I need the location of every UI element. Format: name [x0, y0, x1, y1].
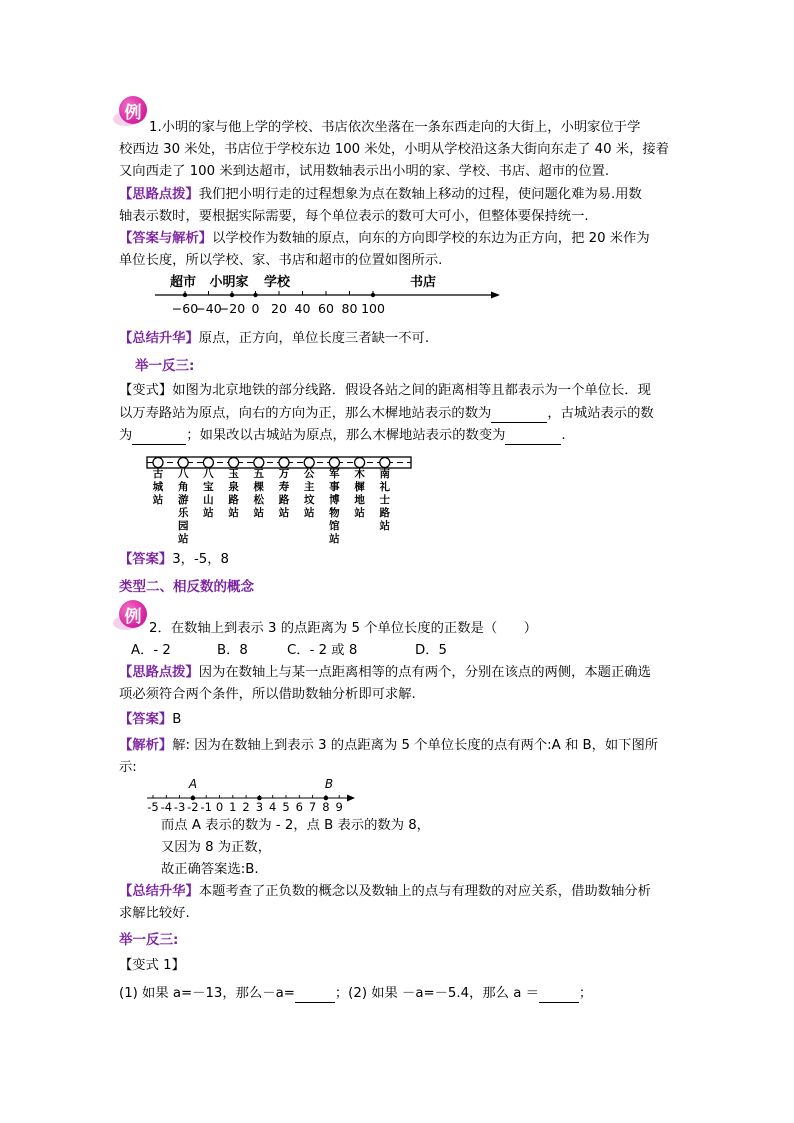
- example1-problem-line-3: 又向西走了 100 米到达超市，试用数轴表示出小明的家、学校、书店、超市的位置.: [119, 164, 610, 179]
- axis-point: [253, 293, 257, 297]
- option-d[interactable]: D．5: [415, 643, 447, 658]
- station-name: 八角游乐园站: [177, 468, 189, 545]
- station-name: 军事博物馆站: [329, 468, 340, 545]
- axis-tick-label: −20: [218, 301, 246, 316]
- axis-label-school: 学校: [263, 275, 291, 290]
- example2-after-line-3: 故正确答案选:B.: [161, 862, 259, 877]
- example1-problem-line-2: 校西边 30 米处，书店位于学校东边 100 米处，小明从学校沿这条大街向东走了 40 米，接着: [119, 142, 669, 157]
- station-names: [145, 468, 415, 548]
- axis-tick-label: 80: [341, 301, 358, 316]
- example-badge-icon: 例: [119, 600, 147, 628]
- station-marker: [329, 458, 339, 468]
- axis-tick-label: 7: [308, 800, 317, 814]
- option-a[interactable]: A．- 2: [131, 643, 171, 658]
- example2-after-line-1: 而点 A 表示的数为 - 2，点 B 表示的数为 8，: [161, 818, 430, 833]
- axis-tick-label: -5: [147, 800, 159, 814]
- example-badge-icon: 例: [119, 96, 147, 124]
- answer-blank-2[interactable]: [132, 431, 186, 445]
- practice1-line-1: 【变式】如图为北京地铁的部分线路．假设各站之间的距离相等且都表示为一个单位长．现: [119, 383, 651, 398]
- example2-hint-line-2: 项必须符合两个条件，所以借助数轴分析即可求解.: [119, 687, 416, 702]
- example2-after-line-2: 又因为 8 为正数，: [161, 840, 271, 855]
- example2-summary: 【总结升华】本题考查了正负数的概念以及数轴上的点与有理数的对应关系，借助数轴分析: [119, 884, 651, 899]
- practice2-variant-tag: 【变式 1】: [119, 958, 185, 973]
- example2-analysis: 【解析】解: 因为在数轴上到表示 3 的点距离为 5 个单位长度的点有两个:A 和 B，如下图所: [119, 738, 659, 753]
- axis-tick-label: 9: [335, 800, 343, 814]
- axis-label-supermarket: 超市: [169, 275, 197, 290]
- axis-tick-label: 40: [294, 301, 311, 316]
- axis-tick-label: 2: [242, 800, 250, 814]
- example1-answer: 【答案与解析】以学校作为数轴的原点，向东的方向即学校的东边为正方向，把 20 米作为: [119, 231, 650, 246]
- axis-tick-label: -3: [173, 800, 186, 814]
- station-name: 南礼士路站: [379, 468, 391, 532]
- axis-tick-label: 1: [229, 800, 237, 814]
- example1-problem-line-1: 1.小明的家与他上学的学校、书店依次坐落在一条东西走向的大街上，小明家位于学: [149, 120, 641, 135]
- axis-tick-label: 5: [282, 800, 290, 814]
- station-name: 玉泉路站: [228, 468, 239, 519]
- analysis-tag: 【解析】: [119, 738, 173, 753]
- example2-problem: 2．在数轴上到表示 3 的点距离为 5 个单位长度的正数是（ ）: [149, 621, 538, 636]
- axis-arrow-icon: [347, 795, 355, 802]
- station-name: 八宝山站: [203, 468, 214, 519]
- answer-blank-3[interactable]: [505, 431, 561, 445]
- station-name: 万寿路站: [278, 468, 290, 519]
- axis-point: [371, 293, 375, 297]
- point-b-label: B: [324, 777, 334, 791]
- axis-tick-label: 0: [215, 800, 224, 814]
- station-marker: [203, 458, 213, 468]
- axis-label-bookstore: 书店: [409, 275, 437, 290]
- station-marker: [380, 458, 390, 468]
- answer-blank-5[interactable]: [539, 989, 579, 1003]
- summary-tag: 【总结升华】: [119, 331, 199, 346]
- practice2-question: (1) 如果 a=－13，那么－a= ；(2) 如果 －a=－5.4，那么 a ＝ ；: [119, 986, 593, 1001]
- number-line-figure-2: [143, 774, 363, 814]
- station-marker: [229, 458, 239, 468]
- example1-summary: 【总结升华】原点，正方向，单位长度三者缺一不可.: [119, 331, 430, 346]
- axis-tick-label: -4: [160, 800, 173, 814]
- axis-tick-label: -2: [187, 800, 199, 814]
- axis-tick-label: −40: [195, 301, 222, 316]
- station-name: 木樨地站: [354, 468, 365, 519]
- practice-heading-1: 举一反三:: [135, 358, 195, 374]
- answer-blank-1[interactable]: [491, 409, 547, 423]
- axis-tick-label: 3: [255, 800, 264, 814]
- point-a-label: A: [188, 777, 198, 791]
- example2-hint: 【思路点拨】因为在数轴上与某一点距离相等的点有两个，分别在该点的两侧，本题正确选: [119, 665, 651, 680]
- axis-tick-label: 4: [269, 800, 277, 814]
- hint-tag: 【思路点拨】: [119, 665, 199, 680]
- number-line-figure-1: [150, 270, 510, 320]
- axis-tick-label: −60: [171, 301, 199, 316]
- example1-hint-line-2: 轴表示数时，要根据实际需要，每个单位表示的数可大可小，但整体要保持统一.: [119, 209, 589, 224]
- axis-point: [191, 796, 196, 801]
- axis-point: [324, 796, 329, 801]
- station-name: 古城站: [152, 468, 164, 506]
- answer-blank-4[interactable]: [295, 989, 335, 1003]
- station-marker: [254, 458, 264, 468]
- example1-hint: 【思路点拨】我们把小明行走的过程想象为点在数轴上移动的过程，使问题化难为易.用数: [119, 187, 642, 202]
- axis-point: [257, 796, 262, 801]
- summary-tag: 【总结升华】: [119, 884, 199, 899]
- answer-tag: 【答案】: [119, 712, 173, 727]
- answer-analysis-tag: 【答案与解析】: [119, 231, 213, 246]
- axis-tick-label: 100: [361, 301, 385, 316]
- option-b[interactable]: B．8: [217, 643, 248, 658]
- axis-point: [183, 293, 187, 297]
- example2-analysis-line-2: 示:: [119, 760, 137, 775]
- station-name: 五棵松站: [253, 468, 265, 519]
- axis-arrow-icon: [491, 292, 500, 299]
- practice-heading-2: 举一反三:: [119, 932, 179, 948]
- axis-tick-label: 6: [295, 800, 303, 814]
- axis-tick-label: 8: [322, 800, 330, 814]
- practice1-line-2: 以万寿路站为原点，向右的方向为正，那么木樨地站表示的数为 ，古城站表示的数: [119, 406, 654, 421]
- axis-tick-label: -1: [200, 800, 212, 814]
- axis-tick-label: 0: [251, 301, 260, 316]
- station-marker: [178, 458, 188, 468]
- station-marker: [153, 458, 163, 468]
- station-name: 公主坟站: [303, 468, 315, 519]
- example2-answer: 【答案】B: [119, 712, 182, 727]
- station-marker: [279, 458, 289, 468]
- axis-point: [230, 293, 234, 297]
- practice1-line-3: 为 ；如果改以古城站为原点，那么木樨地站表示的数变为 .: [119, 428, 566, 443]
- axis-tick-label: 60: [318, 301, 334, 316]
- answer-tag: 【答案】: [119, 552, 173, 567]
- station-marker: [304, 458, 314, 468]
- section-heading-type2: 类型二、相反数的概念: [119, 579, 254, 595]
- example2-summary-line-2: 求解比较好.: [119, 906, 190, 921]
- example1-answer-line-2: 单位长度，所以学校、家、书店和超市的位置如图所示.: [119, 253, 443, 268]
- axis-label-home: 小明家: [209, 275, 249, 290]
- axis-tick-label: 20: [271, 301, 287, 316]
- option-c[interactable]: C．- 2 或 8: [287, 643, 358, 658]
- hint-tag: 【思路点拨】: [119, 187, 199, 202]
- practice1-answer: 【答案】3，-5，8: [119, 552, 229, 567]
- station-marker: [355, 458, 365, 468]
